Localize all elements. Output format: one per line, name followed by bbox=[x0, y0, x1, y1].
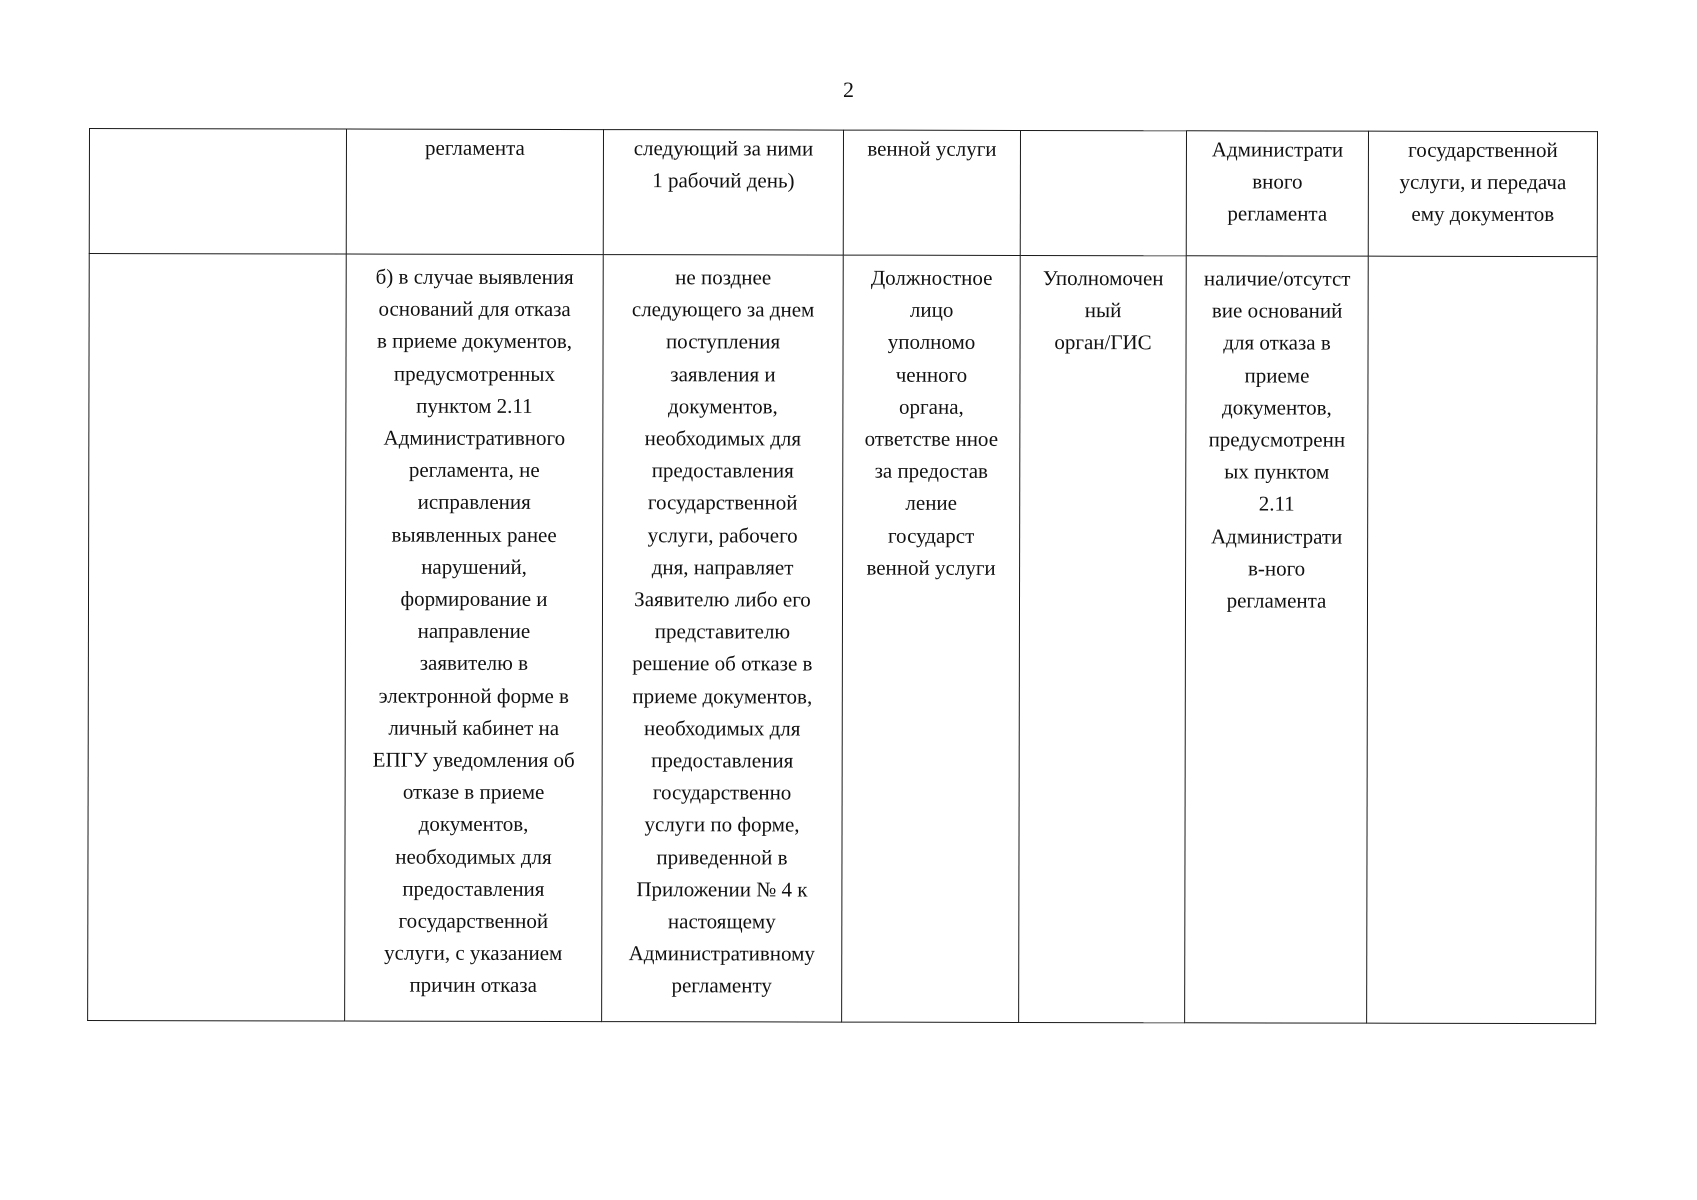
table-cell bbox=[1367, 256, 1598, 1023]
table-cell: Уполномочен ный орган/ГИС bbox=[1019, 255, 1187, 1022]
table-cell: венной услуги bbox=[843, 130, 1020, 255]
table-cell bbox=[89, 129, 346, 255]
table-cell: государственной услуги, и передача ему документов bbox=[1368, 131, 1597, 256]
table-cell: Должностное лицо уполномо ченного органа, ответстве нное за предостав ление государст венной услуги bbox=[842, 255, 1021, 1022]
table-cell bbox=[88, 254, 347, 1022]
table-cell: следующий за ними 1 рабочий день) bbox=[603, 130, 843, 256]
table-cell: наличие/отсутст вие оснований для отказа в приеме документов, предусмотренн ых пунктом 2.11 Администрати в-ного регламента bbox=[1185, 256, 1369, 1023]
table-cell bbox=[1020, 130, 1186, 255]
table-cell: не позднее следующего за днем поступления заявления и документов, необходимых для предоставления государственной услуги, рабочего дня, направляет Заявителю либо его представителю решение об отказе в приеме документов, необходимых для предоставления государственно услуги по форме, приведенной в Приложении № 4 к настоящему Административному регламенту bbox=[602, 255, 844, 1023]
table-cell: Администрати вного регламента bbox=[1186, 131, 1368, 256]
page-number: 2 bbox=[843, 77, 854, 102]
procedure-table bbox=[87, 128, 1598, 1024]
table-cell: б) в случае выявления оснований для отказа в приеме документов, предусмотренных пунктом 2.11 Административного регламента, не исправления выявленных ранее нарушений, формирование и направление заявителю в электронной форме в личный кабинет на ЕПГУ уведомления об отказе в приеме документов, необходимых для предоставления государственной услуги, с указанием причин отказа bbox=[345, 254, 604, 1022]
table-row bbox=[89, 129, 1597, 257]
table-row bbox=[88, 254, 1598, 1024]
table-cell: регламента bbox=[346, 129, 603, 255]
